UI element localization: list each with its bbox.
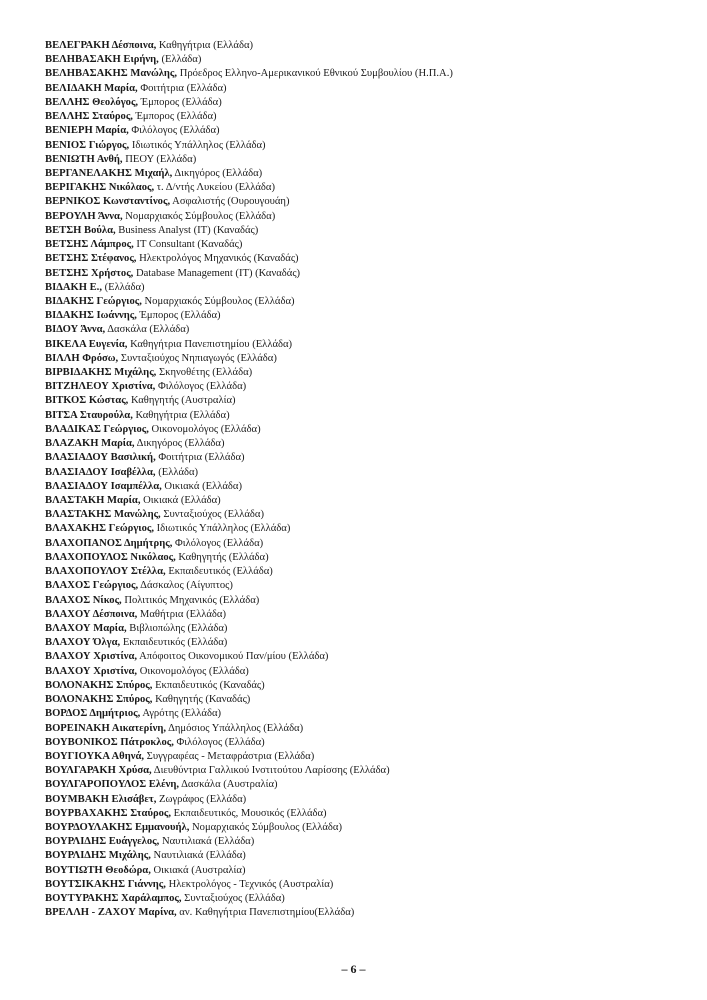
entry-name: ΒΟΥΛΓΑΡΑΚΗ Χρύσα, [45,765,152,777]
entry-description: Συνταξιούχος (Ελλάδα) [181,893,285,905]
entry-name: ΒΛΑΧΟΣ Νίκος, [45,594,122,606]
entry-description: Μαθήτρια (Ελλάδα) [137,608,226,620]
entry-description: ΠΕΟΥ (Ελλάδα) [122,153,197,165]
list-item [45,124,453,138]
list-item [45,494,453,508]
entry-description: Έμπορος (Ελλάδα) [138,96,222,108]
entry-name: ΒΕΛΗΒΑΣΑΚΗ Ειρήνη, [45,54,159,66]
list-item [45,423,453,437]
entry-description: Εκπαιδευτικός (Ελλάδα) [165,566,273,578]
entry-name: ΒΕΝΙΩΤΗ Ανθή, [45,153,123,165]
entry-name: ΒΕΤΣΗ Βούλα, [45,224,116,236]
entry-name: ΒΟΥΛΓΑΡΟΠΟΥΛΟΣ Ελένη, [45,779,179,791]
entry-name: ΒΟΥΓΙΟΥΚΑ Αθηνά, [45,750,145,762]
list-item [45,778,453,792]
list-item [45,864,453,878]
entry-name: ΒΕΡΟΥΛΗ Άννα, [45,210,123,222]
entry-description: Ηλεκτρολόγος - Τεχνικός (Αυστραλία) [165,878,334,890]
list-item [45,110,453,124]
list-item [45,480,453,494]
list-item [45,793,453,807]
list-item [45,579,453,593]
entry-description: Καθηγήτρια Πανεπιστημίου (Ελλάδα) [127,338,293,350]
list-item [45,551,453,565]
entry-description: (Ελλάδα) [158,54,202,66]
entry-description: Έμπορος (Ελλάδα) [136,310,221,322]
list-item [45,409,453,423]
entry-name: ΒΕΡΝΙΚΟΣ Κωνσταντίνος, [45,196,171,208]
list-item [45,224,453,238]
list-item [45,451,453,465]
entry-name: ΒΙΤΚΟΣ Κώστας, [45,395,129,407]
entry-name: ΒΕΛΗΒΑΣΑΚΗΣ Μανώλης, [45,68,178,80]
entry-name: ΒΟΥΡΔΟΥΛΑΚΗΣ Εμμανουήλ, [45,822,190,834]
entry-name: ΒΙΤΣΑ Σταυρούλα, [45,409,133,421]
list-item [45,522,453,536]
entry-name: ΒΛΑΧΑΚΗΣ Γεώργιος, [45,523,154,535]
entry-name: ΒΛΑΣΙΑΔΟΥ Ισαβέλλα, [45,466,156,478]
entry-description: Δάσκαλος (Αίγυπτος) [138,580,233,592]
list-item [45,835,453,849]
entry-description: τ. Δ/ντής Λυκείου (Ελλάδα) [154,182,275,194]
list-item [45,267,453,281]
list-item [45,636,453,650]
entry-name: ΒΟΥΡΒΑΧΑΚΗΣ Σταύρος, [45,807,172,819]
entry-name: ΒΙΛΛΗ Φρόσω, [45,352,119,364]
entry-name: ΒΕΛΛΗΣ Θεολόγος, [45,96,139,108]
entry-description: Οικιακά (Αυστραλία) [150,864,246,876]
list-item [45,736,453,750]
entry-description: Καθηγήτρια (Ελλάδα) [156,40,254,51]
entry-name: ΒΟΥΡΛΙΔΗΣ Ευάγγελος, [45,836,160,848]
list-item [45,892,453,906]
entry-description: Πολιτικός Μηχανικός (Ελλάδα) [121,594,260,606]
entry-name: ΒΙΔΑΚΗΣ Γεώργιος, [45,295,142,307]
entry-description: Καθηγητής (Καναδάς) [152,694,251,706]
entry-description: Δασκάλα (Αυστραλία) [179,779,278,791]
list-item [45,181,453,195]
entry-name: ΒΡΕΛΛΗ - ΖΑΧΟΥ Μαρίνα, [45,907,177,919]
list-item [45,594,453,608]
name-list [45,39,453,921]
entry-name: ΒΛΑΧΟΥ Όλγα, [45,637,121,649]
entry-description: Οικονομολόγος (Ελλάδα) [148,423,261,435]
entry-description: Ιδιωτικός Υπάλληλος (Ελλάδα) [129,139,266,151]
entry-name: ΒΛΑΧΟΥ Μαρία, [45,622,127,634]
entry-description: Νομαρχιακός Σύμβουλος (Ελλάδα) [122,210,276,222]
entry-description: Εκπαιδευτικός, Μουσικός (Ελλάδα) [171,807,327,819]
entry-description: Ηλεκτρολόγος Μηχανικός (Καναδάς) [136,253,299,265]
entry-name: ΒΕΡΓΑΝΕΛΑΚΗΣ Μιχαήλ, [45,167,173,179]
entry-description: Απόφοιτος Οικονομικού Παν/μίου (Ελλάδα) [137,651,329,663]
entry-name: ΒΛΑΧΟΣ Γεώργιος, [45,580,139,592]
entry-name: ΒΙΔΟΥ Άννα, [45,324,106,336]
entry-description: Database Management (IT) (Καναδάς) [133,267,301,279]
entry-description: αν. Καθηγήτρια Πανεπιστημίου(Ελλάδα) [176,907,355,919]
list-item [45,210,453,224]
entry-description: Φοιτήτρια (Ελλάδα) [137,82,227,94]
entry-description: Φιλόλογος (Ελλάδα) [172,537,264,549]
entry-name: ΒΕΝΙΕΡΗ Μαρία, [45,125,129,137]
entry-description: IT Consultant (Καναδάς) [133,239,243,251]
list-item [45,394,453,408]
entry-name: ΒΕΤΣΗΣ Χρήστος, [45,267,134,279]
entry-name: ΒΙΔΑΚΗ Ε., [45,281,102,293]
list-item [45,323,453,337]
entry-description: Πρόεδρος Ελληνο-Αμερικανικού Εθνικού Συμβουλίου (Η.Π.Α.) [177,68,453,80]
list-item [45,153,453,167]
entry-name: ΒΛΑΣΙΑΔΟΥ Ισαμπέλλα, [45,480,162,492]
entry-description: Καθηγήτρια (Ελλάδα) [132,409,230,421]
list-item [45,338,453,352]
entry-name: ΒΟΡΕΙΝΑΚΗ Αικατερίνη, [45,722,166,734]
entry-name: ΒΛΑΧΟΥ Χριστίνα, [45,665,138,677]
entry-description: Διευθύντρια Γαλλικού Ινστιτούτου Λαρίσσης (Ελλάδα) [151,765,390,777]
entry-name: ΒΕΝΙΟΣ Γιώργος, [45,139,130,151]
list-item [45,39,453,53]
entry-description: Εκπαιδευτικός (Καναδάς) [152,679,265,691]
list-item [45,238,453,252]
list-item [45,849,453,863]
entry-description: Δημόσιος Υπάλληλος (Ελλάδα) [166,722,304,734]
entry-name: ΒΕΤΣΗΣ Λάμπρος, [45,239,134,251]
entry-name: ΒΙΤΖΗΛΕΟΥ Χριστίνα, [45,381,156,393]
list-item [45,366,453,380]
list-item [45,693,453,707]
list-item [45,139,453,153]
list-item [45,167,453,181]
list-item [45,508,453,522]
entry-description: Βιβλιοπώλης (Ελλάδα) [126,622,228,634]
entry-description: Καθηγητής (Αυστραλία) [128,395,236,407]
list-item [45,722,453,736]
entry-description: Ναυτιλιακά (Ελλάδα) [159,836,255,848]
entry-description: Φοιτήτρια (Ελλάδα) [155,452,245,464]
entry-name: ΒΛΑΧΟΠΟΥΛΟΣ Νικόλαος, [45,551,176,563]
entry-description: Δικηγόρος (Ελλάδα) [172,167,263,179]
list-item [45,665,453,679]
entry-name: ΒΟΥΤΣΙΚΑΚΗΣ Γιάννης, [45,878,166,890]
entry-name: ΒΛΑΧΟΠΟΥΛΟΥ Στέλλα, [45,566,166,578]
list-item [45,821,453,835]
entry-description: Φιλόλογος (Ελλάδα) [155,381,247,393]
entry-name: ΒΛΑΣΙΑΔΟΥ Βασιλική, [45,452,156,464]
entry-description: Καθηγητής (Ελλάδα) [175,551,269,563]
list-item [45,679,453,693]
list-item [45,764,453,778]
entry-description: Ναυτιλιακά (Ελλάδα) [150,850,246,862]
entry-name: ΒΕΛΙΔΑΚΗ Μαρία, [45,82,138,94]
list-item [45,466,453,480]
entry-description: Νομαρχιακός Σύμβουλος (Ελλάδα) [141,295,295,307]
entry-name: ΒΛΑΧΟΥ Χριστίνα, [45,651,138,663]
list-item [45,82,453,96]
entry-name: ΒΟΥΡΛΙΔΗΣ Μιχάλης, [45,850,151,862]
list-item [45,650,453,664]
entry-description: Οικιακά (Ελλάδα) [161,480,242,492]
entry-description: Ιδιωτικός Υπάλληλος (Ελλάδα) [154,523,291,535]
entry-description: (Ελλάδα) [155,466,199,478]
entry-description: Εκπαιδευτικός (Ελλάδα) [120,637,228,649]
entry-name: ΒΟΛΟΝΑΚΗΣ Σπύρος, [45,694,153,706]
entry-name: ΒΟΥΜΒΑΚΗ Ελισάβετ, [45,793,157,805]
entry-name: ΒΟΥΤΙΩΤΗ Θεοδώρα, [45,864,151,876]
list-item [45,380,453,394]
entry-name: ΒΛΑΣΤΑΚΗΣ Μανώλης, [45,509,161,521]
list-item [45,195,453,209]
list-item [45,437,453,451]
list-item [45,608,453,622]
entry-description: Συγγραφέας - Μεταφράστρια (Ελλάδα) [144,750,315,762]
list-item [45,295,453,309]
entry-description: Ασφαλιστής (Ουρουγουάη) [170,196,290,208]
list-item [45,878,453,892]
entry-description: Ζωγράφος (Ελλάδα) [156,793,247,805]
entry-name: ΒΛΑΧΟΠΑΝΟΣ Δημήτρης, [45,537,173,549]
entry-name: ΒΙΔΑΚΗΣ Ιωάννης, [45,310,137,322]
entry-description: Οικονομολόγος (Ελλάδα) [137,665,249,677]
entry-description: Συνταξιούχος (Ελλάδα) [160,509,264,521]
entry-description: Σκηνοθέτης (Ελλάδα) [156,367,253,379]
list-item [45,750,453,764]
entry-description: Φιλόλογος (Ελλάδα) [173,736,265,748]
entry-name: ΒΕΛΕΓΡΑΚΗ Δέσποινα, [45,40,157,51]
entry-name: ΒΟΥΤΥΡΑΚΗΣ Χαράλαμπος, [45,893,182,905]
list-item [45,96,453,110]
entry-name: ΒΕΛΛΗΣ Σταύρος, [45,111,133,123]
entry-description: Δασκάλα (Ελλάδα) [105,324,190,336]
list-item [45,281,453,295]
entry-name: ΒΕΤΣΗΣ Στέφανος, [45,253,137,265]
entry-name: ΒΛΑΧΟΥ Δέσποινα, [45,608,138,620]
list-item [45,622,453,636]
list-item [45,807,453,821]
entry-description: (Ελλάδα) [101,281,145,293]
list-item [45,906,453,920]
list-item [45,565,453,579]
entry-name: ΒΟΡΔΟΣ Δημήτριος, [45,708,141,720]
page-number: – 6 – [341,962,366,976]
list-item [45,309,453,323]
entry-description: Συνταξιούχος Νηπιαγωγός (Ελλάδα) [118,352,277,364]
entry-name: ΒΟΛΟΝΑΚΗΣ Σπύρος, [45,679,153,691]
list-item [45,537,453,551]
entry-description: Δικηγόρος (Ελλάδα) [134,438,225,450]
entry-description: Business Analyst (IT) (Καναδάς) [115,224,259,236]
entry-name: ΒΙΡΒΙΔΑΚΗΣ Μιχάλης, [45,367,157,379]
entry-name: ΒΛΑΣΤΑΚΗ Μαρία, [45,495,141,506]
list-item [45,707,453,721]
entry-description: Έμπορος (Ελλάδα) [132,111,217,123]
entry-name: ΒΙΚΕΛΑ Ευγενία, [45,338,128,350]
entry-name: ΒΛΑΖΑΚΗ Μαρία, [45,438,135,450]
list-item [45,67,453,81]
list-item [45,252,453,266]
entry-description: Νομαρχιακός Σύμβουλος (Ελλάδα) [189,822,342,834]
entry-description: Αγρότης (Ελλάδα) [140,708,222,720]
entry-description: Φιλόλογος (Ελλάδα) [128,125,220,137]
entry-name: ΒΕΡΙΓΑΚΗΣ Νικόλαος, [45,182,155,194]
entry-name: ΒΛΑΔΙΚΑΣ Γεώργιος, [45,423,149,435]
list-item [45,53,453,67]
list-item [45,352,453,366]
entry-name: ΒΟΥΒΟΝΙΚΟΣ Πάτροκλος, [45,736,174,748]
entry-description: Οικιακά (Ελλάδα) [140,495,221,506]
